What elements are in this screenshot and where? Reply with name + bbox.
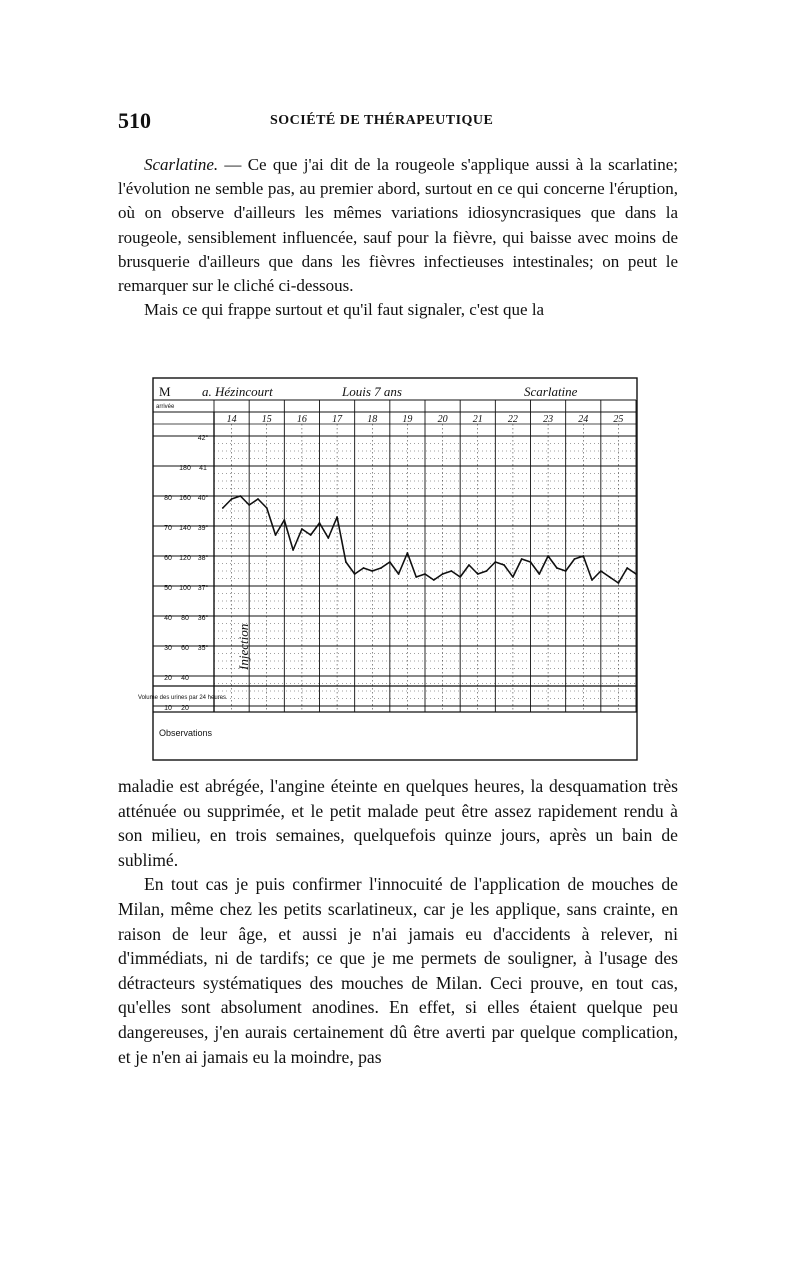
temperature-point bbox=[591, 579, 593, 581]
day-label: 18 bbox=[367, 414, 378, 425]
temperature-point bbox=[231, 498, 233, 500]
temperature-point bbox=[503, 564, 505, 566]
age-note: Louis 7 ans bbox=[342, 384, 402, 399]
temperature-tick-label: 38° bbox=[197, 555, 209, 562]
temperature-point bbox=[222, 507, 224, 509]
day-label: 19 bbox=[402, 414, 413, 425]
temperature-point bbox=[618, 582, 620, 584]
respiration-tick-label: 50 bbox=[164, 585, 172, 592]
pulse-tick-label: 20 bbox=[181, 705, 189, 712]
temperature-point bbox=[494, 561, 496, 563]
corner-letter: M bbox=[159, 384, 171, 399]
temperature-point bbox=[398, 573, 400, 575]
vertical-injection-annotation: Injection bbox=[236, 623, 251, 670]
temperature-point bbox=[301, 528, 303, 530]
text-block-bottom bbox=[118, 774, 678, 1069]
pulse-tick-label: 160 bbox=[179, 495, 191, 502]
pulse-tick-label: 140 bbox=[179, 525, 191, 532]
day-label: 21 bbox=[472, 414, 483, 425]
temperature-point bbox=[556, 567, 558, 569]
temperature-point bbox=[565, 570, 567, 572]
day-label: 17 bbox=[332, 414, 343, 425]
temperature-point bbox=[283, 519, 285, 521]
temperature-point bbox=[512, 576, 514, 578]
pulse-tick-label: 180 bbox=[179, 465, 191, 472]
page-number: 510 bbox=[118, 108, 151, 133]
temperature-tick-label: 37° bbox=[197, 585, 209, 592]
respiration-tick-label: 40 bbox=[164, 615, 172, 622]
temperature-point bbox=[626, 567, 628, 569]
respiration-tick-label: 70 bbox=[164, 525, 172, 532]
temperature-point bbox=[530, 561, 532, 563]
temperature-point bbox=[574, 558, 576, 560]
day-label: 20 bbox=[437, 414, 448, 425]
temperature-point bbox=[292, 549, 294, 551]
temperature-point bbox=[336, 516, 338, 518]
temperature-point bbox=[459, 576, 461, 578]
paragraph-mais: Mais ce qui frappe surtout et qu'il faut signaler, c'est que la bbox=[144, 300, 545, 320]
text-block-top bbox=[118, 153, 678, 322]
chart-labels bbox=[164, 414, 623, 712]
temperature-point bbox=[380, 567, 382, 569]
temperature-chart bbox=[137, 370, 638, 762]
left-header-note: arrivée bbox=[156, 404, 175, 410]
page-header bbox=[118, 108, 676, 138]
pulse-tick-label: 100 bbox=[179, 585, 191, 592]
paragraph-en-tout-cas: En tout cas je puis confirmer l'innocuité de l'application de mouches de Milan, même chez les petits scarlatineux, car je les applique, sans crainte, en raison de leur âge, et aussi je n'ai jamais eu d'accidents à relever, ni d'immédiats, ni de tardifs; ce que je me permets de souligner, à l'usage des détracteurs systématiques des mouches de Milan. Ceci prouve, en tout cas, qu'elles sont absolument anodines. En effet, si elles étaient quelque peu dangereuses, j'en aurais certainement dû être averti par quelque complication, et je n'en ai jamais eu la moindre, pas bbox=[118, 874, 678, 1067]
temperature-tick-label: 41 bbox=[199, 465, 207, 472]
volume-label: Volume des urines par 24 heures bbox=[137, 695, 227, 701]
respiration-tick-label: 80 bbox=[164, 495, 172, 502]
respiration-tick-label: 10 bbox=[164, 705, 172, 712]
chart-grid bbox=[153, 400, 636, 712]
running-head: SOCIÉTÉ DE THÉRAPEUTIQUE bbox=[270, 113, 494, 128]
temperature-point bbox=[424, 573, 426, 575]
temperature-tick-label: 39° bbox=[197, 525, 209, 532]
observations-label: Observations bbox=[159, 728, 213, 738]
respiration-tick-label: 30 bbox=[164, 645, 172, 652]
temperature-point bbox=[521, 558, 523, 560]
day-label: 14 bbox=[226, 414, 237, 425]
pulse-tick-label: 60 bbox=[181, 645, 189, 652]
temperature-point bbox=[363, 567, 365, 569]
temperature-point bbox=[371, 570, 373, 572]
pulse-tick-label: 120 bbox=[179, 555, 191, 562]
temperature-point bbox=[275, 534, 277, 536]
temperature-point bbox=[486, 570, 488, 572]
temperature-point bbox=[442, 573, 444, 575]
temperature-point bbox=[415, 576, 417, 578]
day-label: 23 bbox=[543, 414, 554, 425]
temperature-point bbox=[609, 576, 611, 578]
temperature-point bbox=[319, 522, 321, 524]
temperature-tick-label: 40° bbox=[197, 495, 209, 502]
temperature-point bbox=[547, 555, 549, 557]
temperature-tick-label: 35° bbox=[197, 645, 209, 652]
paragraph-body: — Ce que j'ai dit de la rougeole s'applique aussi à la scarlatine; l'évolution ne semble pas, au premier abord, surtout en ce qui concerne l'éruption, où on observe d'ailleurs les mêmes variations idiosyncrasiques que dans la rougeole, sensiblement influencée, sauf pour la fièvre, qui baisse avec moins de brusquerie d'ailleurs que dans les fièvres infectieuses intestinales; on peut le remarquer sur le cliché ci-dessous. bbox=[118, 155, 678, 296]
temperature-point bbox=[389, 561, 391, 563]
pulse-tick-label: 40 bbox=[181, 675, 189, 682]
temperature-tick-label: 36° bbox=[197, 615, 209, 622]
temperature-point bbox=[433, 579, 435, 581]
temperature-point bbox=[538, 573, 540, 575]
pulse-tick-label: 80 bbox=[181, 615, 189, 622]
day-label: 22 bbox=[507, 414, 518, 425]
day-label: 15 bbox=[261, 414, 272, 425]
diagnosis-note: Scarlatine bbox=[524, 384, 578, 399]
paragraph-lead: Scarlatine. bbox=[144, 155, 219, 174]
temperature-point bbox=[600, 570, 602, 572]
temperature-point bbox=[468, 564, 470, 566]
patient-note: a. Hézincourt bbox=[202, 384, 273, 399]
respiration-tick-label: 60 bbox=[164, 555, 172, 562]
respiration-tick-label: 20 bbox=[164, 675, 172, 682]
temperature-point bbox=[354, 573, 356, 575]
temperature-point bbox=[257, 498, 259, 500]
temperature-point bbox=[477, 573, 479, 575]
day-label: 25 bbox=[613, 414, 624, 425]
temperature-chart-svg bbox=[137, 370, 638, 762]
paragraph-scarlatine bbox=[118, 153, 678, 298]
temperature-point bbox=[248, 504, 250, 506]
paragraph-maladie: maladie est abrégée, l'angine éteinte en quelques heures, la desquamation très atténuée ou supprimée, et le petit malade peut être assez rapidement rendu à son milieu, en trois semaines, quelquefois quinze jours, après un bain de sublimé. bbox=[118, 776, 678, 870]
temperature-point bbox=[635, 573, 637, 575]
temperature-point bbox=[239, 495, 241, 497]
temperature-point bbox=[582, 555, 584, 557]
day-label: 24 bbox=[578, 414, 589, 425]
temperature-point bbox=[266, 507, 268, 509]
temperature-tick-label: 42° bbox=[197, 435, 209, 442]
temperature-point bbox=[345, 561, 347, 563]
temperature-point bbox=[327, 537, 329, 539]
temperature-point bbox=[407, 552, 409, 554]
day-label: 16 bbox=[296, 414, 307, 425]
temperature-point bbox=[450, 570, 452, 572]
temperature-point bbox=[310, 534, 312, 536]
